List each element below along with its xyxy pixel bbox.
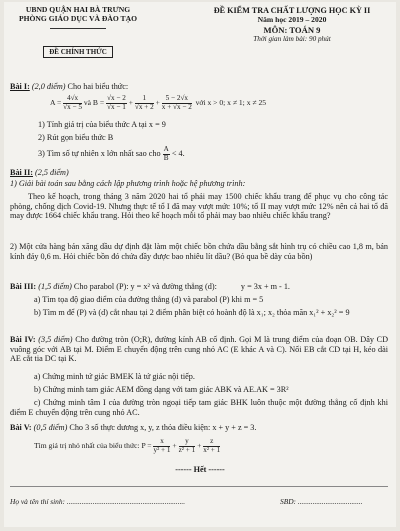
- bai2-q2-text: 2) Một cửa hàng bán xăng dầu dự định đặt làm một chiếc bồn chứa dầu bằng sắt hình trụ có chiều cao 1,8 m, bán kính đáy 0,6 m. Hỏi chiếc bồn đó chứa đầy được bao nhiêu lít dầu? (Bỏ qua bề dày của bồn): [10, 242, 388, 261]
- expr-b-term3: $\frac{5 - 2√x}{x + √x - 2}$: [161, 94, 192, 111]
- bai2-points: (2,5 điểm): [35, 168, 69, 177]
- expr-b-term2: $\frac{1}{√x + 2}$: [134, 94, 154, 111]
- p-term1: $\frac{x}{\text{y² + 1}}$: [153, 437, 171, 454]
- bai1-label: Bài I:: [10, 82, 30, 91]
- footer-rule: [10, 486, 388, 487]
- bai3-heading: [10, 282, 388, 292]
- candidate-name-field: Họ và tên thí sinh: ................................................................: [10, 497, 186, 506]
- bai1-condition: với x > 0; x ≠ 1; x ≠ 25: [195, 97, 267, 107]
- bai5-intro: Cho 3 số thực dương x, y, z thỏa điều kiện: x + y + z = 3.: [69, 423, 257, 432]
- bai4-qc: c) Chứng minh tâm I của đường tròn ngoại tiếp tam giác BHK luôn thuộc một đường thẳng cố định khi điểm E chuyển động trên cung nhỏ AC.: [10, 398, 388, 417]
- bai2-q1-text: Theo kế hoạch, trong tháng 3 năm 2020 hai tổ phải may 1500 chiếc khẩu trang để phục vụ cho công tác phòng, chống dịch Covid-19. Nhưng thực tế tổ I đã may vượt mức 10%; tổ II may vượt mức 12% nên cả hai tổ đã may được 1664 chiếc khẩu trang. Hỏi theo kế hoạch mỗi tổ phải may bao nhiêu chiếc khẩu trang?: [10, 192, 388, 221]
- bai4-points: (3,5 điểm): [38, 335, 73, 344]
- bai3-intro: Cho parabol (P): y = x² và đường thẳng (d):: [73, 282, 217, 291]
- bai4-qb: b) Chứng minh tam giác AEM đồng dạng với tam giác ABK và AE.AK = 3R²: [34, 385, 289, 394]
- exam-time: Thời gian làm bài: 90 phút: [253, 34, 331, 43]
- exam-paper: [4, 2, 396, 527]
- bai3-line-d: y = 3x + m - 1.: [240, 282, 290, 291]
- school-year: Năm học 2019 – 2020: [257, 14, 327, 24]
- official-stamp: ĐỀ CHÍNH THỨC: [43, 46, 113, 58]
- bai4-qa: a) Chứng minh tứ giác BMEK là tứ giác nội tiếp.: [34, 372, 195, 381]
- bai1-expressions: A = $\frac{4√x}{√x - 5}$ và B = $\frac{√x - 2}{√x - 1}$ + $\frac{1}{√x + 2}$ + $\frac{5 - 2√x}{x + √x - 2}$ với x > 0; x ≠ 1; x ≠ 25: [50, 94, 267, 111]
- bai1-q2: 2) Rút gọn biểu thức B: [38, 133, 114, 142]
- bai5-task-row: Tìm giá trị nhỏ nhất của biểu thức: P = $\frac{x}{\text{y² + 1}}$ + $\frac{y}{\text{z² + 1}}$ + $\frac{z}{\text{x² + 1}}$: [34, 437, 221, 454]
- ratio-a-b: $\frac{A}{B}$: [163, 145, 169, 162]
- bai5-label: Bài V:: [10, 423, 32, 432]
- bai3-qb: b) Tìm m để (P) và (d) cắt nhau tại 2 điểm phân biệt có hoành độ là x₁; x₂ thỏa mãn x₁² + x₂² = 9: [34, 308, 350, 317]
- bai1-intro: Cho hai biểu thức:: [67, 82, 129, 91]
- p-term2: $\frac{y}{\text{z² + 1}}$: [178, 437, 196, 454]
- bai4-label: Bài IV:: [10, 335, 36, 344]
- bai2-q1-title: 1) Giải bài toán sau bằng cách lập phương trình hoặc hệ phương trình:: [10, 179, 246, 188]
- expr-a: $\frac{4√x}{√x - 5}$: [63, 94, 82, 111]
- bai5-points: (0,5 điểm): [33, 423, 68, 432]
- bai1-q3-row: 3) Tìm số tự nhiên x lớn nhất sao cho $\frac{A}{B}$ < 4.: [38, 145, 185, 162]
- bai2-heading: [10, 168, 388, 178]
- bai5-task: Tìm giá trị nhỏ nhất của biểu thức: P =: [34, 440, 152, 450]
- exam-title: ĐỀ KIỂM TRA CHẤT LƯỢNG HỌC KỲ II: [213, 6, 371, 15]
- bai3-points: (1,5 điểm): [38, 282, 72, 291]
- department-block: [14, 6, 142, 24]
- p-term3: $\frac{z}{\text{x² + 1}}$: [203, 437, 221, 454]
- bai4-heading: [10, 335, 388, 364]
- expr-b-term1: $\frac{√x - 2}{√x - 1}$: [107, 94, 126, 111]
- candidate-id-field: SBD: ...................................: [280, 497, 363, 506]
- bai4-text: Cho đường tròn (O;R), đường kính AB cố định. Gọi M là trung điểm của đoạn OB. Dây CD vuông góc với AB tại M. Điểm E chuyển động trên cung nhỏ AC (E khác A và C). Nối EB cắt CD tại H, kéo dài AE cắt tia DC tại K.: [10, 335, 388, 364]
- dept-underline: [50, 28, 106, 29]
- bai1-q1: 1) Tính giá trị của biểu thức A tại x = 9: [38, 120, 166, 129]
- dept-line-2: PHÒNG GIÁO DỤC VÀ ĐÀO TẠO: [18, 13, 138, 23]
- bai2-label: Bài II:: [10, 168, 33, 177]
- exam-header: [190, 6, 394, 43]
- end-marker: ------ Hết ------: [175, 465, 225, 474]
- bai3-qa: a) Tìm tọa độ giao điểm của đường thẳng (d) và parabol (P) khi m = 5: [34, 295, 264, 304]
- bai1-points: (2,0 điểm): [31, 82, 66, 91]
- dept-line-1: UBND QUẬN HAI BÀ TRƯNG: [25, 5, 131, 14]
- bai3-label: Bài III:: [10, 282, 37, 291]
- subject: MÔN: TOÁN 9: [263, 24, 321, 35]
- bai1-q3: 3) Tìm số tự nhiên x lớn nhất sao cho: [38, 148, 161, 158]
- bai1-heading: [10, 82, 388, 92]
- bai5-heading: [10, 423, 388, 433]
